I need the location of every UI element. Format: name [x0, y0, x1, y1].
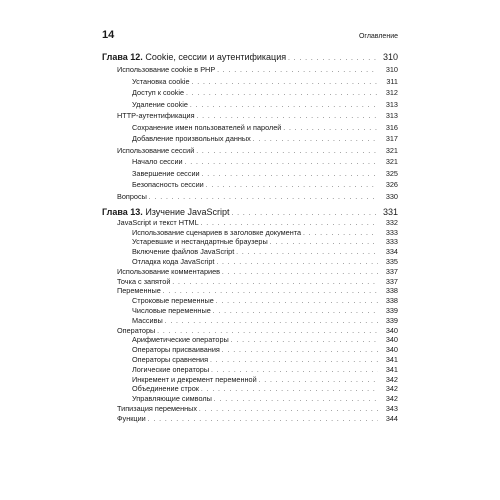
toc-entry: [102, 277, 398, 287]
toc-entry: [102, 110, 398, 122]
toc-entry: [102, 404, 398, 414]
toc-page-number: 338: [385, 286, 398, 296]
toc-entry: [102, 384, 398, 394]
toc-entry-title: Точка с запятой: [117, 276, 171, 286]
dot-leader: [186, 89, 378, 101]
toc-page-number: 321: [385, 157, 398, 166]
toc-page-number: 316: [385, 122, 398, 132]
toc-chapter-entry: [102, 208, 398, 218]
toc-entry-title: Массивы: [132, 315, 163, 325]
toc-page-number: 312: [385, 88, 398, 97]
toc-page-number: 341: [385, 354, 398, 364]
toc-entry: [102, 355, 398, 365]
toc-entry: [102, 316, 398, 326]
toc-page-number: 339: [385, 315, 398, 325]
running-title: Оглавление: [358, 33, 398, 40]
toc-entry: [102, 87, 398, 99]
dot-leader: [190, 101, 378, 113]
toc-entry: [102, 267, 398, 277]
toc-page-number: 310: [385, 65, 398, 74]
toc-entry-title: Использование сессий: [117, 145, 195, 155]
toc-entry-title: Установка cookie: [132, 76, 190, 86]
toc-page-number: 337: [385, 276, 398, 286]
toc-page-number: 313: [385, 111, 398, 120]
toc-page-number: 335: [385, 256, 398, 266]
page-number: 14: [102, 29, 115, 41]
toc-entry: [102, 306, 398, 316]
toc-entry: [102, 247, 398, 257]
toc-entry: [102, 365, 398, 375]
toc-entry: [102, 122, 398, 134]
toc-entry-title: Использование сценариев в заголовке документа: [132, 227, 302, 237]
toc-entry-title: Добавление произвольных данных: [132, 134, 251, 143]
toc-entry-title: Строковые переменные: [132, 296, 214, 306]
toc-entry-title: Инкремент и декремент переменной: [132, 374, 257, 384]
toc-entry-title: JavaScript и текст HTML: [117, 217, 199, 227]
toc-entry: [102, 296, 398, 306]
toc-page-number: 310: [382, 52, 398, 62]
dot-leader: [196, 147, 378, 159]
dot-leader: [201, 386, 378, 396]
dot-leader: [213, 308, 378, 318]
toc-entry: [102, 133, 398, 145]
toc-page-number: 337: [385, 266, 398, 276]
toc-entry-title: Использование комментариев: [117, 266, 221, 276]
dot-leader: [148, 416, 378, 426]
toc-entry-title: Арифметические операторы: [132, 335, 229, 345]
toc-entry: [102, 228, 398, 238]
toc-page-number: 325: [385, 168, 398, 178]
toc-entry-title: Переменные: [117, 286, 161, 296]
toc-entry: [102, 179, 398, 191]
dot-leader: [232, 210, 378, 220]
page-header: [102, 29, 398, 43]
toc-entry-title: Доступ к cookie: [132, 88, 185, 97]
chapter-title: Cookie, сессии и аутентификация: [142, 52, 287, 62]
toc-entry-title: Отладка кода JavaScript: [132, 256, 215, 266]
dot-leader: [185, 158, 378, 170]
toc-entry: [102, 237, 398, 247]
toc-page-number: 311: [386, 76, 398, 86]
toc-entry: [102, 286, 398, 296]
dot-leader: [165, 318, 378, 328]
toc-page-number: 332: [385, 217, 398, 227]
dot-leader: [216, 298, 378, 308]
dot-leader: [172, 279, 378, 289]
toc-entry-title: Вопросы: [117, 191, 147, 201]
dot-leader: [270, 239, 378, 249]
toc-entry-title: Включение файлов JavaScript: [132, 247, 235, 257]
toc-page-number: 343: [385, 403, 398, 413]
dot-leader: [222, 269, 378, 279]
toc-page-number: 321: [385, 145, 398, 155]
toc-entry-title: Сохранение имен пользователей и паролей: [132, 122, 282, 132]
toc-page-number: 340: [385, 325, 398, 335]
toc-page-number: 331: [382, 207, 398, 217]
toc-page-number: 344: [385, 413, 398, 423]
toc-entry-title: [102, 50, 286, 64]
toc-page-number: 317: [385, 134, 398, 143]
toc-entry: [102, 191, 398, 203]
dot-leader: [253, 135, 378, 147]
dot-leader: [283, 124, 378, 136]
toc-page-number: 340: [385, 335, 398, 345]
toc-entry: [102, 394, 398, 404]
toc-page-number: 342: [385, 394, 398, 404]
toc-page-number: 313: [385, 99, 398, 109]
dot-leader: [199, 406, 378, 416]
dot-leader: [288, 52, 378, 66]
toc-page-number: 333: [385, 237, 398, 247]
toc-entry: [102, 156, 398, 168]
toc-entry-title: Логические операторы: [132, 364, 210, 374]
toc-chapter-entry: [102, 50, 398, 64]
toc-entry-title: Операторы сравнения: [132, 354, 209, 364]
dot-leader: [231, 337, 378, 347]
dot-leader: [222, 347, 378, 357]
toc-page-number: 326: [385, 180, 398, 189]
toc-entry: [102, 326, 398, 336]
toc-entry-title: [102, 208, 230, 218]
toc-entry: [102, 218, 398, 228]
toc-page-number: 342: [385, 374, 398, 384]
toc-entry: [102, 168, 398, 180]
dot-leader: [192, 78, 378, 90]
toc-entry: [102, 64, 398, 76]
toc-entry-title: Начало сессии: [132, 157, 183, 166]
toc-entry: [102, 76, 398, 88]
toc-entry-title: Объединение строк: [132, 384, 199, 394]
toc-page-number: 330: [385, 191, 398, 201]
dot-leader: [216, 259, 378, 269]
toc-entry-title: Завершение сессии: [132, 168, 200, 178]
toc-page-number: 338: [385, 296, 398, 306]
toc-entry: [102, 145, 398, 157]
dot-leader: [259, 377, 378, 387]
chapter-number: Глава 13.: [102, 207, 143, 217]
chapter-title: Изучение JavaScript: [142, 207, 230, 217]
toc-entry-title: HTTP-аутентификация: [117, 111, 195, 120]
toc-entry-title: Операторы присваивания: [132, 345, 220, 355]
toc-entry-title: Безопасность сессии: [132, 180, 204, 189]
toc-entry: [102, 414, 398, 424]
chapter-number: Глава 12.: [102, 52, 143, 62]
dot-leader: [236, 249, 378, 259]
toc-entry: [102, 99, 398, 111]
toc-page-number: 333: [385, 227, 398, 237]
toc-entry: [102, 375, 398, 385]
toc-entry: [102, 345, 398, 355]
toc-entry-title: Удаление cookie: [132, 99, 188, 109]
toc-page-number: 342: [385, 384, 398, 394]
toc-entry-title: Функции: [117, 413, 146, 423]
toc-entry-title: Типизация переменных: [117, 403, 198, 413]
dot-leader: [217, 66, 378, 78]
toc-page-number: 334: [385, 247, 398, 257]
toc-entry-title: Числовые переменные: [132, 305, 211, 315]
toc-entry: [102, 257, 398, 267]
toc-page-number: 340: [385, 345, 398, 355]
toc-entry-title: Управляющие символы: [132, 394, 212, 404]
toc-entry-title: Устаревшие и нестандартные браузеры: [132, 237, 268, 247]
table-of-contents: [102, 50, 398, 424]
toc-page-number: 341: [385, 364, 398, 374]
dot-leader: [214, 396, 378, 406]
toc-page-number: 339: [385, 305, 398, 315]
dot-leader: [210, 357, 378, 367]
dot-leader: [206, 181, 378, 193]
toc-entry-title: Операторы: [117, 325, 156, 335]
toc-entry: [102, 335, 398, 345]
dot-leader: [202, 170, 378, 182]
dot-leader: [149, 193, 378, 205]
toc-entry-title: Использование cookie в PHP: [117, 65, 216, 74]
dot-leader: [303, 230, 378, 240]
